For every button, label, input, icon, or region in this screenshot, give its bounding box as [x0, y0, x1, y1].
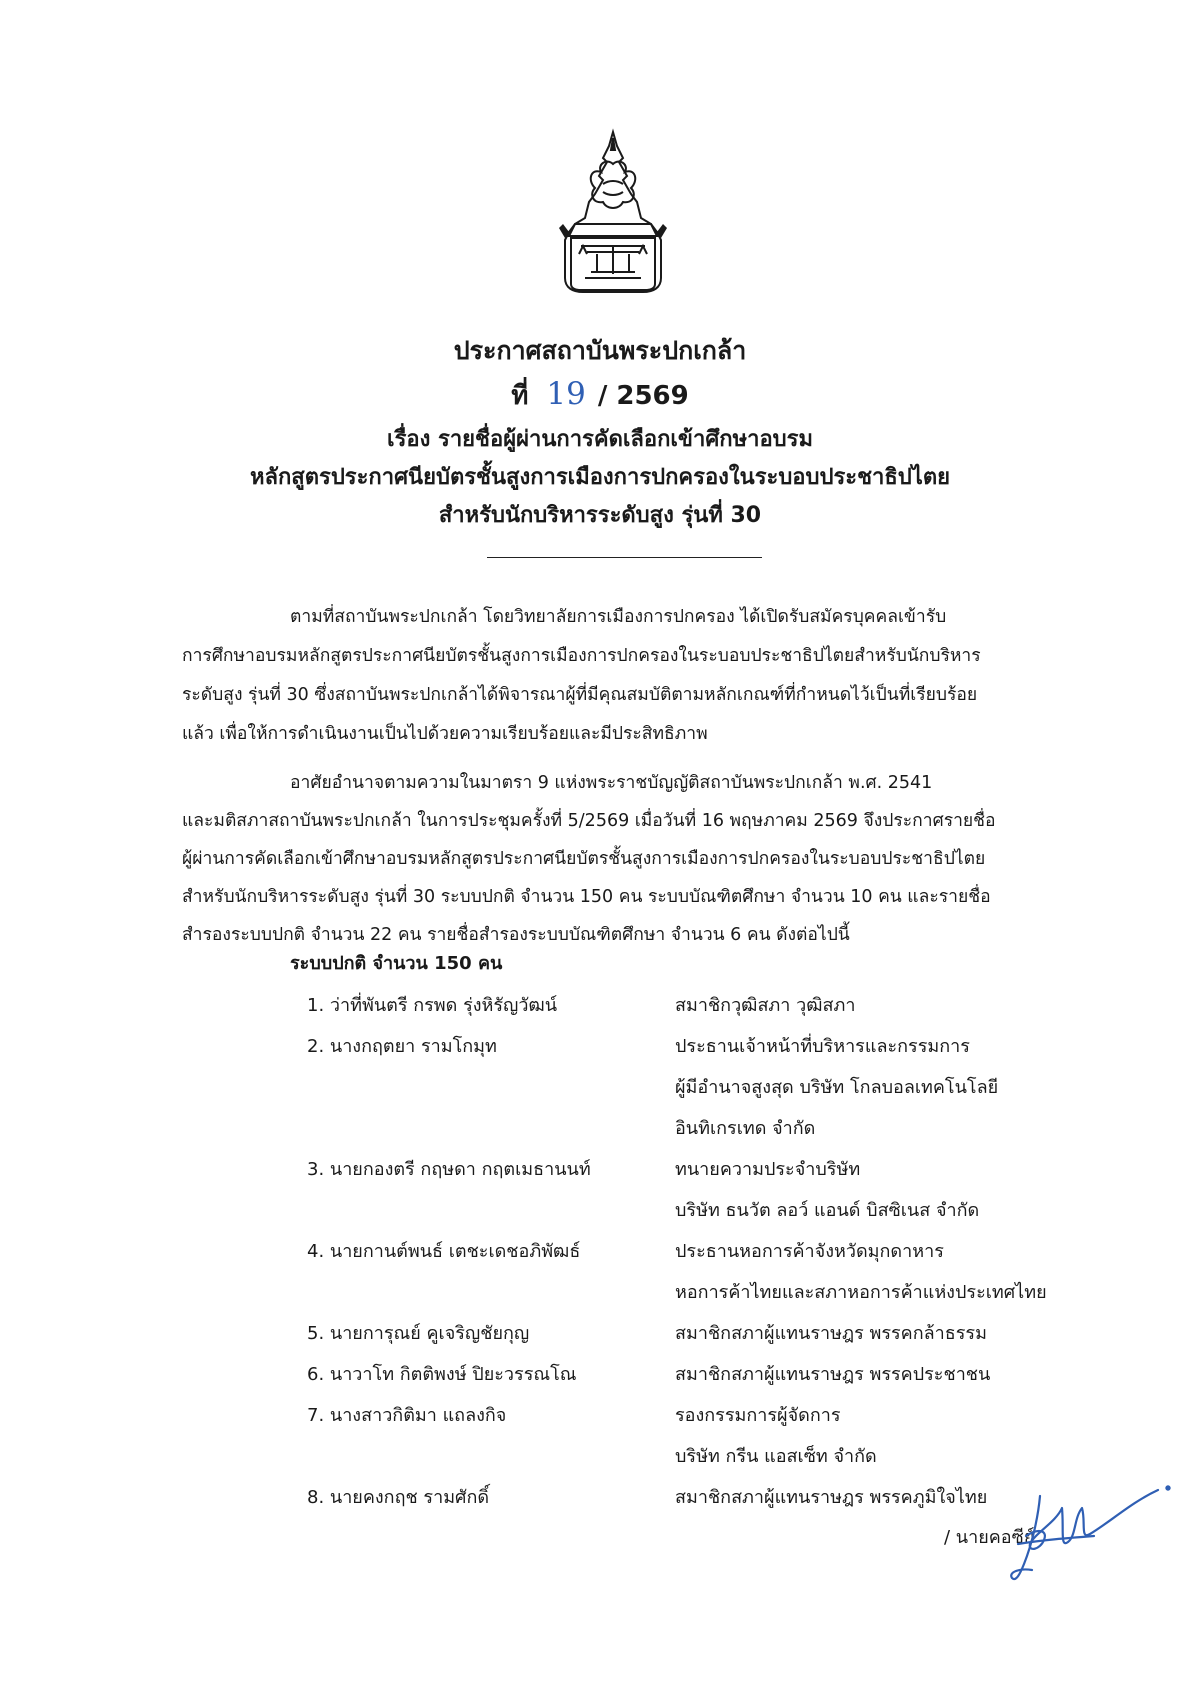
- entry-3-position-1: ทนายความประจำบริษัท: [675, 1159, 861, 1180]
- signature-icon: [998, 1478, 1173, 1598]
- entry-4-name: 4. นายกานต์พนธ์ เตชะเดชอภิพัฒธ์: [307, 1241, 581, 1262]
- header-divider: [487, 557, 762, 558]
- entry-4-position-1: ประธานหอการค้าจังหวัดมุกดาหาร: [675, 1241, 944, 1262]
- next-page-reference: / นายคอซีย์: [944, 1527, 1035, 1548]
- para2-line-5: สำรองระบบปกติ จำนวน 22 คน รายชื่อสำรองระบบบัณฑิตศึกษา จำนวน 6 คน ดังต่อไปนี้: [182, 925, 850, 945]
- entry-6-name: 6. นาวาโท กิตติพงษ์ ปิยะวรรณโณ: [307, 1364, 577, 1385]
- number-prefix: ที่: [511, 381, 529, 411]
- subject-line-1: เรื่อง รายชื่อผู้ผ่านการคัดเลือกเข้าศึกษาอบรม: [387, 427, 813, 452]
- number-year: / 2569: [597, 381, 689, 411]
- para1-line-4: แล้ว เพื่อให้การดำเนินงานเป็นไปด้วยความเรียบร้อยและมีประสิทธิภาพ: [182, 724, 708, 744]
- entry-1-position: สมาชิกวุฒิสภา วุฒิสภา: [675, 995, 856, 1016]
- entry-7-position-1: รองกรรมการผู้จัดการ: [675, 1405, 841, 1426]
- entry-6-position: สมาชิกสภาผู้แทนราษฎร พรรคประชาชน: [675, 1364, 991, 1385]
- entry-3-position-2: บริษัท ธนวัต ลอว์ แอนด์ บิสซิเนส จำกัด: [675, 1200, 980, 1221]
- entry-2-position-3: อินทิเกรเทด จำกัด: [675, 1118, 816, 1139]
- para1-line-2: การศึกษาอบรมหลักสูตรประกาศนียบัตรชั้นสูงการเมืองการปกครองในระบอบประชาธิปไตยสำหรับนักบริหาร: [182, 646, 981, 666]
- entry-2-position-1: ประธานเจ้าหน้าที่บริหารและกรรมการ: [675, 1036, 970, 1057]
- entry-5-position: สมาชิกสภาผู้แทนราษฎร พรรคกล้าธรรม: [675, 1323, 987, 1344]
- entry-3-name: 3. นายกองตรี กฤษดา กฤตเมธานนท์: [307, 1159, 591, 1180]
- para1-line-1: ตามที่สถาบันพระปกเกล้า โดยวิทยาลัยการเมืองการปกครอง ได้เปิดรับสมัครบุคคลเข้ารับ: [290, 607, 947, 627]
- entry-7-position-2: บริษัท กรีน แอสเซ็ท จำกัด: [675, 1446, 877, 1467]
- subject-line-3: สำหรับนักบริหารระดับสูง รุ่นที่ 30: [438, 503, 762, 528]
- section-heading: ระบบปกติ จำนวน 150 คน: [290, 953, 503, 974]
- handwritten-number: 19: [546, 376, 586, 412]
- announcement-title: ประกาศสถาบันพระปกเกล้า: [453, 336, 747, 365]
- institute-emblem-icon: [557, 128, 669, 296]
- entry-8-position: สมาชิกสภาผู้แทนราษฎร พรรคภูมิใจไทย: [675, 1487, 988, 1508]
- para2-line-3: ผู้ผ่านการคัดเลือกเข้าศึกษาอบรมหลักสูตรประกาศนียบัตรชั้นสูงการเมืองการปกครองในระบอบประชาธิปไตย: [182, 849, 986, 869]
- entry-4-position-2: หอการค้าไทยและสภาหอการค้าแห่งประเทศไทย: [675, 1282, 1047, 1303]
- subject-line-2: หลักสูตรประกาศนียบัตรชั้นสูงการเมืองการปกครองในระบอบประชาธิปไตย: [249, 465, 950, 490]
- para1-line-3: ระดับสูง รุ่นที่ 30 ซึ่งสถาบันพระปกเกล้าได้พิจารณาผู้ที่มีคุณสมบัติตามหลักเกณฑ์ที่กำหนดไว้เป็นที่เรียบร้อย: [182, 685, 978, 705]
- entry-1-name: 1. ว่าที่พันตรี กรพด รุ่งหิรัญวัฒน์: [307, 995, 558, 1016]
- entry-2-position-2: ผู้มีอำนาจสูงสุด บริษัท โกลบอลเทคโนโลยี: [675, 1077, 999, 1098]
- entry-2-name: 2. นางกฤตยา รามโกมุท: [307, 1036, 497, 1057]
- para2-line-1: อาศัยอำนาจตามความในมาตรา 9 แห่งพระราชบัญญัติสถาบันพระปกเกล้า พ.ศ. 2541: [290, 773, 933, 793]
- entry-8-name: 8. นายคงกฤช รามศักดิ์: [307, 1487, 490, 1508]
- entry-5-name: 5. นายการุณย์ คูเจริญชัยกุญ: [307, 1323, 530, 1344]
- para2-line-2: และมติสภาสถาบันพระปกเกล้า ในการประชุมครั้งที่ 5/2569 เมื่อวันที่ 16 พฤษภาคม 2569 จึงประกาศรายชื่อ: [182, 811, 996, 831]
- para2-line-4: สำหรับนักบริหารระดับสูง รุ่นที่ 30 ระบบปกติ จำนวน 150 คน ระบบบัณฑิตศึกษา จำนวน 10 คน และรายชื่อ: [182, 887, 991, 907]
- entry-7-name: 7. นางสาวกิติมา แถลงกิจ: [307, 1405, 507, 1426]
- announcement-number: [0, 375, 1200, 416]
